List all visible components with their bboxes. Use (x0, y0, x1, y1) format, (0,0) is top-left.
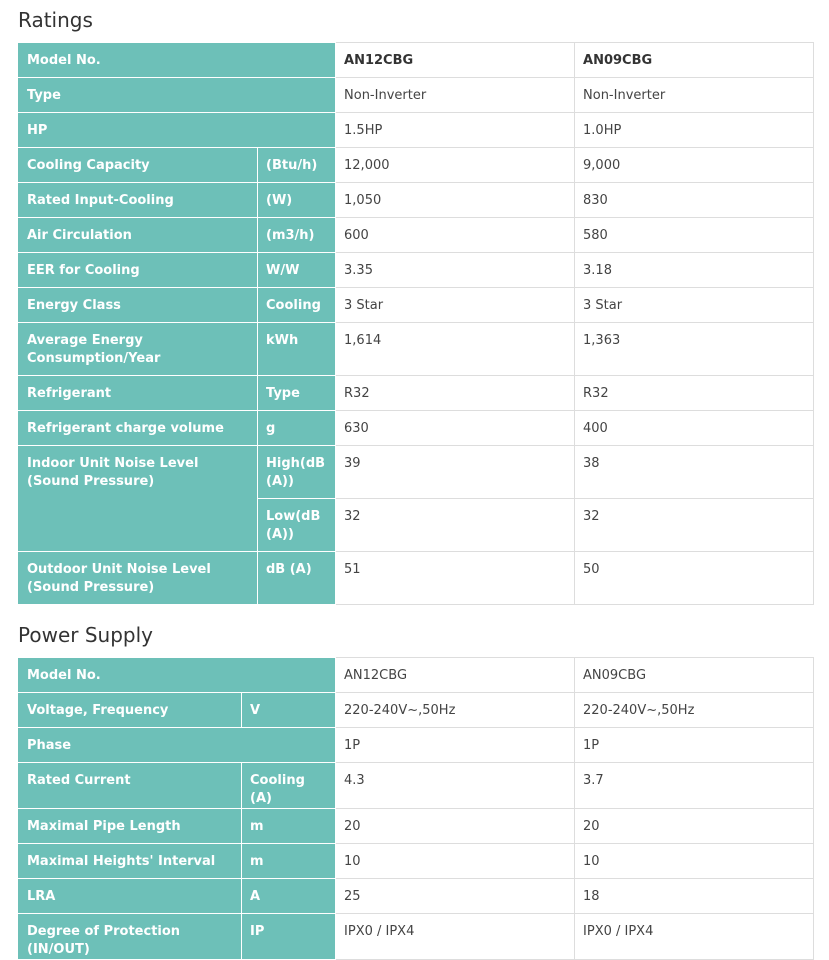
cell-value: Non-Inverter (575, 78, 814, 113)
table-row (19, 693, 814, 728)
table-row (19, 183, 814, 218)
cell-value: 32 (575, 499, 814, 552)
row-unit: IP (242, 914, 336, 960)
cell-value: 50 (575, 552, 814, 605)
row-unit: (Btu/h) (258, 148, 336, 183)
cell-value: 600 (336, 218, 575, 253)
row-unit: Cooling (258, 288, 336, 323)
cell-value: 38 (575, 446, 814, 499)
cell-value: 51 (336, 552, 575, 605)
row-unit: (m3/h) (258, 218, 336, 253)
cell-value: R32 (575, 376, 814, 411)
row-unit: Low(dB (A)) (258, 499, 336, 552)
row-label: EER for Cooling (19, 253, 258, 288)
row-label: Degree of Protection (IN/OUT) (19, 914, 242, 960)
row-unit: Cooling (A) (242, 763, 336, 809)
cell-value: 3.18 (575, 253, 814, 288)
row-unit: dB (A) (258, 552, 336, 605)
row-unit: m (242, 844, 336, 879)
row-label: Air Circulation (19, 218, 258, 253)
table-row (19, 809, 814, 844)
row-label: Refrigerant (19, 376, 258, 411)
cell-value: 10 (336, 844, 575, 879)
row-label: Maximal Heights' Interval (19, 844, 242, 879)
row-label: Indoor Unit Noise Level (Sound Pressure) (19, 446, 258, 552)
table-row (19, 411, 814, 446)
cell-value: 32 (336, 499, 575, 552)
row-label: Average Energy Consumption/Year (19, 323, 258, 376)
power-supply-title: Power Supply (18, 623, 153, 647)
cell-value: 830 (575, 183, 814, 218)
cell-value: 1,363 (575, 323, 814, 376)
cell-value: 1,050 (336, 183, 575, 218)
table-row (19, 78, 814, 113)
cell-value: 630 (336, 411, 575, 446)
cell-value: 1.0HP (575, 113, 814, 148)
row-label: Type (19, 78, 336, 113)
cell-value: 3.35 (336, 253, 575, 288)
row-label: LRA (19, 879, 242, 914)
row-label: Voltage, Frequency (19, 693, 242, 728)
cell-value: 3 Star (336, 288, 575, 323)
table-row (19, 253, 814, 288)
row-label: Cooling Capacity (19, 148, 258, 183)
cell-value: 220-240V~,50Hz (336, 693, 575, 728)
cell-value: 25 (336, 879, 575, 914)
table-row (19, 728, 814, 763)
table-row (19, 113, 814, 148)
cell-value: 4.3 (336, 763, 575, 809)
cell-value: 39 (336, 446, 575, 499)
table-row (19, 376, 814, 411)
row-label: Rated Current (19, 763, 242, 809)
cell-value: R32 (336, 376, 575, 411)
row-unit: V (242, 693, 336, 728)
ratings-table (18, 42, 814, 605)
model-value: AN12CBG (336, 43, 575, 78)
cell-value: 9,000 (575, 148, 814, 183)
cell-value: 580 (575, 218, 814, 253)
row-unit: A (242, 879, 336, 914)
cell-value: IPX0 / IPX4 (575, 914, 814, 960)
table-row (19, 552, 814, 605)
row-unit: Type (258, 376, 336, 411)
model-value: AN09CBG (575, 658, 814, 693)
row-label: Rated Input-Cooling (19, 183, 258, 218)
table-row (19, 148, 814, 183)
model-value: AN12CBG (336, 658, 575, 693)
row-unit: kWh (258, 323, 336, 376)
table-row (19, 446, 814, 499)
row-label: Energy Class (19, 288, 258, 323)
table-row (19, 43, 814, 78)
cell-value: 400 (575, 411, 814, 446)
table-row (19, 763, 814, 809)
table-row (19, 879, 814, 914)
row-label: Outdoor Unit Noise Level (Sound Pressure) (19, 552, 258, 605)
cell-value: 1,614 (336, 323, 575, 376)
cell-value: 1P (336, 728, 575, 763)
cell-value: 1.5HP (336, 113, 575, 148)
table-row (19, 658, 814, 693)
row-label: Phase (19, 728, 336, 763)
table-row (19, 323, 814, 376)
cell-value: 10 (575, 844, 814, 879)
row-label: Maximal Pipe Length (19, 809, 242, 844)
table-row (19, 288, 814, 323)
row-unit: g (258, 411, 336, 446)
cell-value: 20 (336, 809, 575, 844)
table-row (19, 914, 814, 960)
model-label: Model No. (19, 43, 336, 78)
cell-value: IPX0 / IPX4 (336, 914, 575, 960)
cell-value: 1P (575, 728, 814, 763)
table-row (19, 218, 814, 253)
row-unit: High(dB (A)) (258, 446, 336, 499)
cell-value: Non-Inverter (336, 78, 575, 113)
row-label: HP (19, 113, 336, 148)
model-value: AN09CBG (575, 43, 814, 78)
cell-value: 3 Star (575, 288, 814, 323)
row-unit: W/W (258, 253, 336, 288)
cell-value: 12,000 (336, 148, 575, 183)
cell-value: 18 (575, 879, 814, 914)
row-unit: (W) (258, 183, 336, 218)
power-supply-table (18, 657, 814, 960)
model-label: Model No. (19, 658, 336, 693)
ratings-title: Ratings (18, 8, 93, 32)
cell-value: 220-240V~,50Hz (575, 693, 814, 728)
row-label: Refrigerant charge volume (19, 411, 258, 446)
cell-value: 20 (575, 809, 814, 844)
cell-value: 3.7 (575, 763, 814, 809)
row-unit: m (242, 809, 336, 844)
table-row (19, 844, 814, 879)
